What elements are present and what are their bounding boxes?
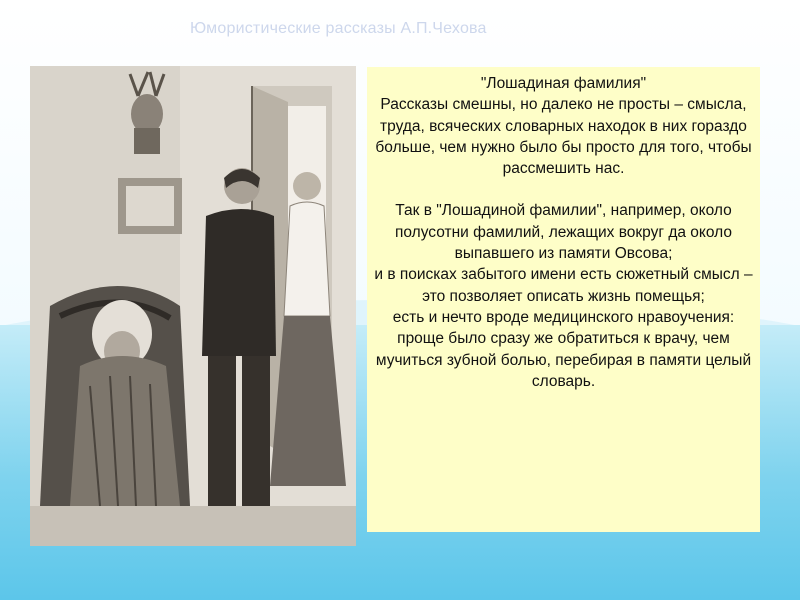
story-paragraph-2-line-1: Так в "Лошадиной фамилии", например, около полусотни фамилий, лежащих вокруг да около выпавшего из памяти Овсова; bbox=[394, 202, 732, 263]
story-paragraph-2-line-3: есть и нечто вроде медицинского нравоучения: проще было сразу же обратиться к врачу, чем мучиться зубной болью, перебирая в памяти целый словарь. bbox=[375, 308, 752, 390]
story-paragraph-1: Рассказы смешны, но далеко не просты – смысла, труда, всяческих словарных находок в них гораздо больше, чем нужно было бы просто для того, чтобы рассмешить нас. bbox=[375, 96, 752, 178]
story-text-panel bbox=[367, 67, 760, 532]
story-heading: "Лошадиная фамилия" bbox=[480, 75, 647, 92]
slide-title: Юмористические рассказы А.П.Чехова bbox=[190, 20, 487, 37]
story-illustration bbox=[30, 66, 356, 546]
story-paragraph-2-line-2: и в поисках забытого имени есть сюжетный смысл – это позволяет описать жизнь помещья; bbox=[374, 266, 753, 305]
paragraph-spacer bbox=[373, 179, 754, 200]
illustration-drawing bbox=[30, 66, 356, 546]
